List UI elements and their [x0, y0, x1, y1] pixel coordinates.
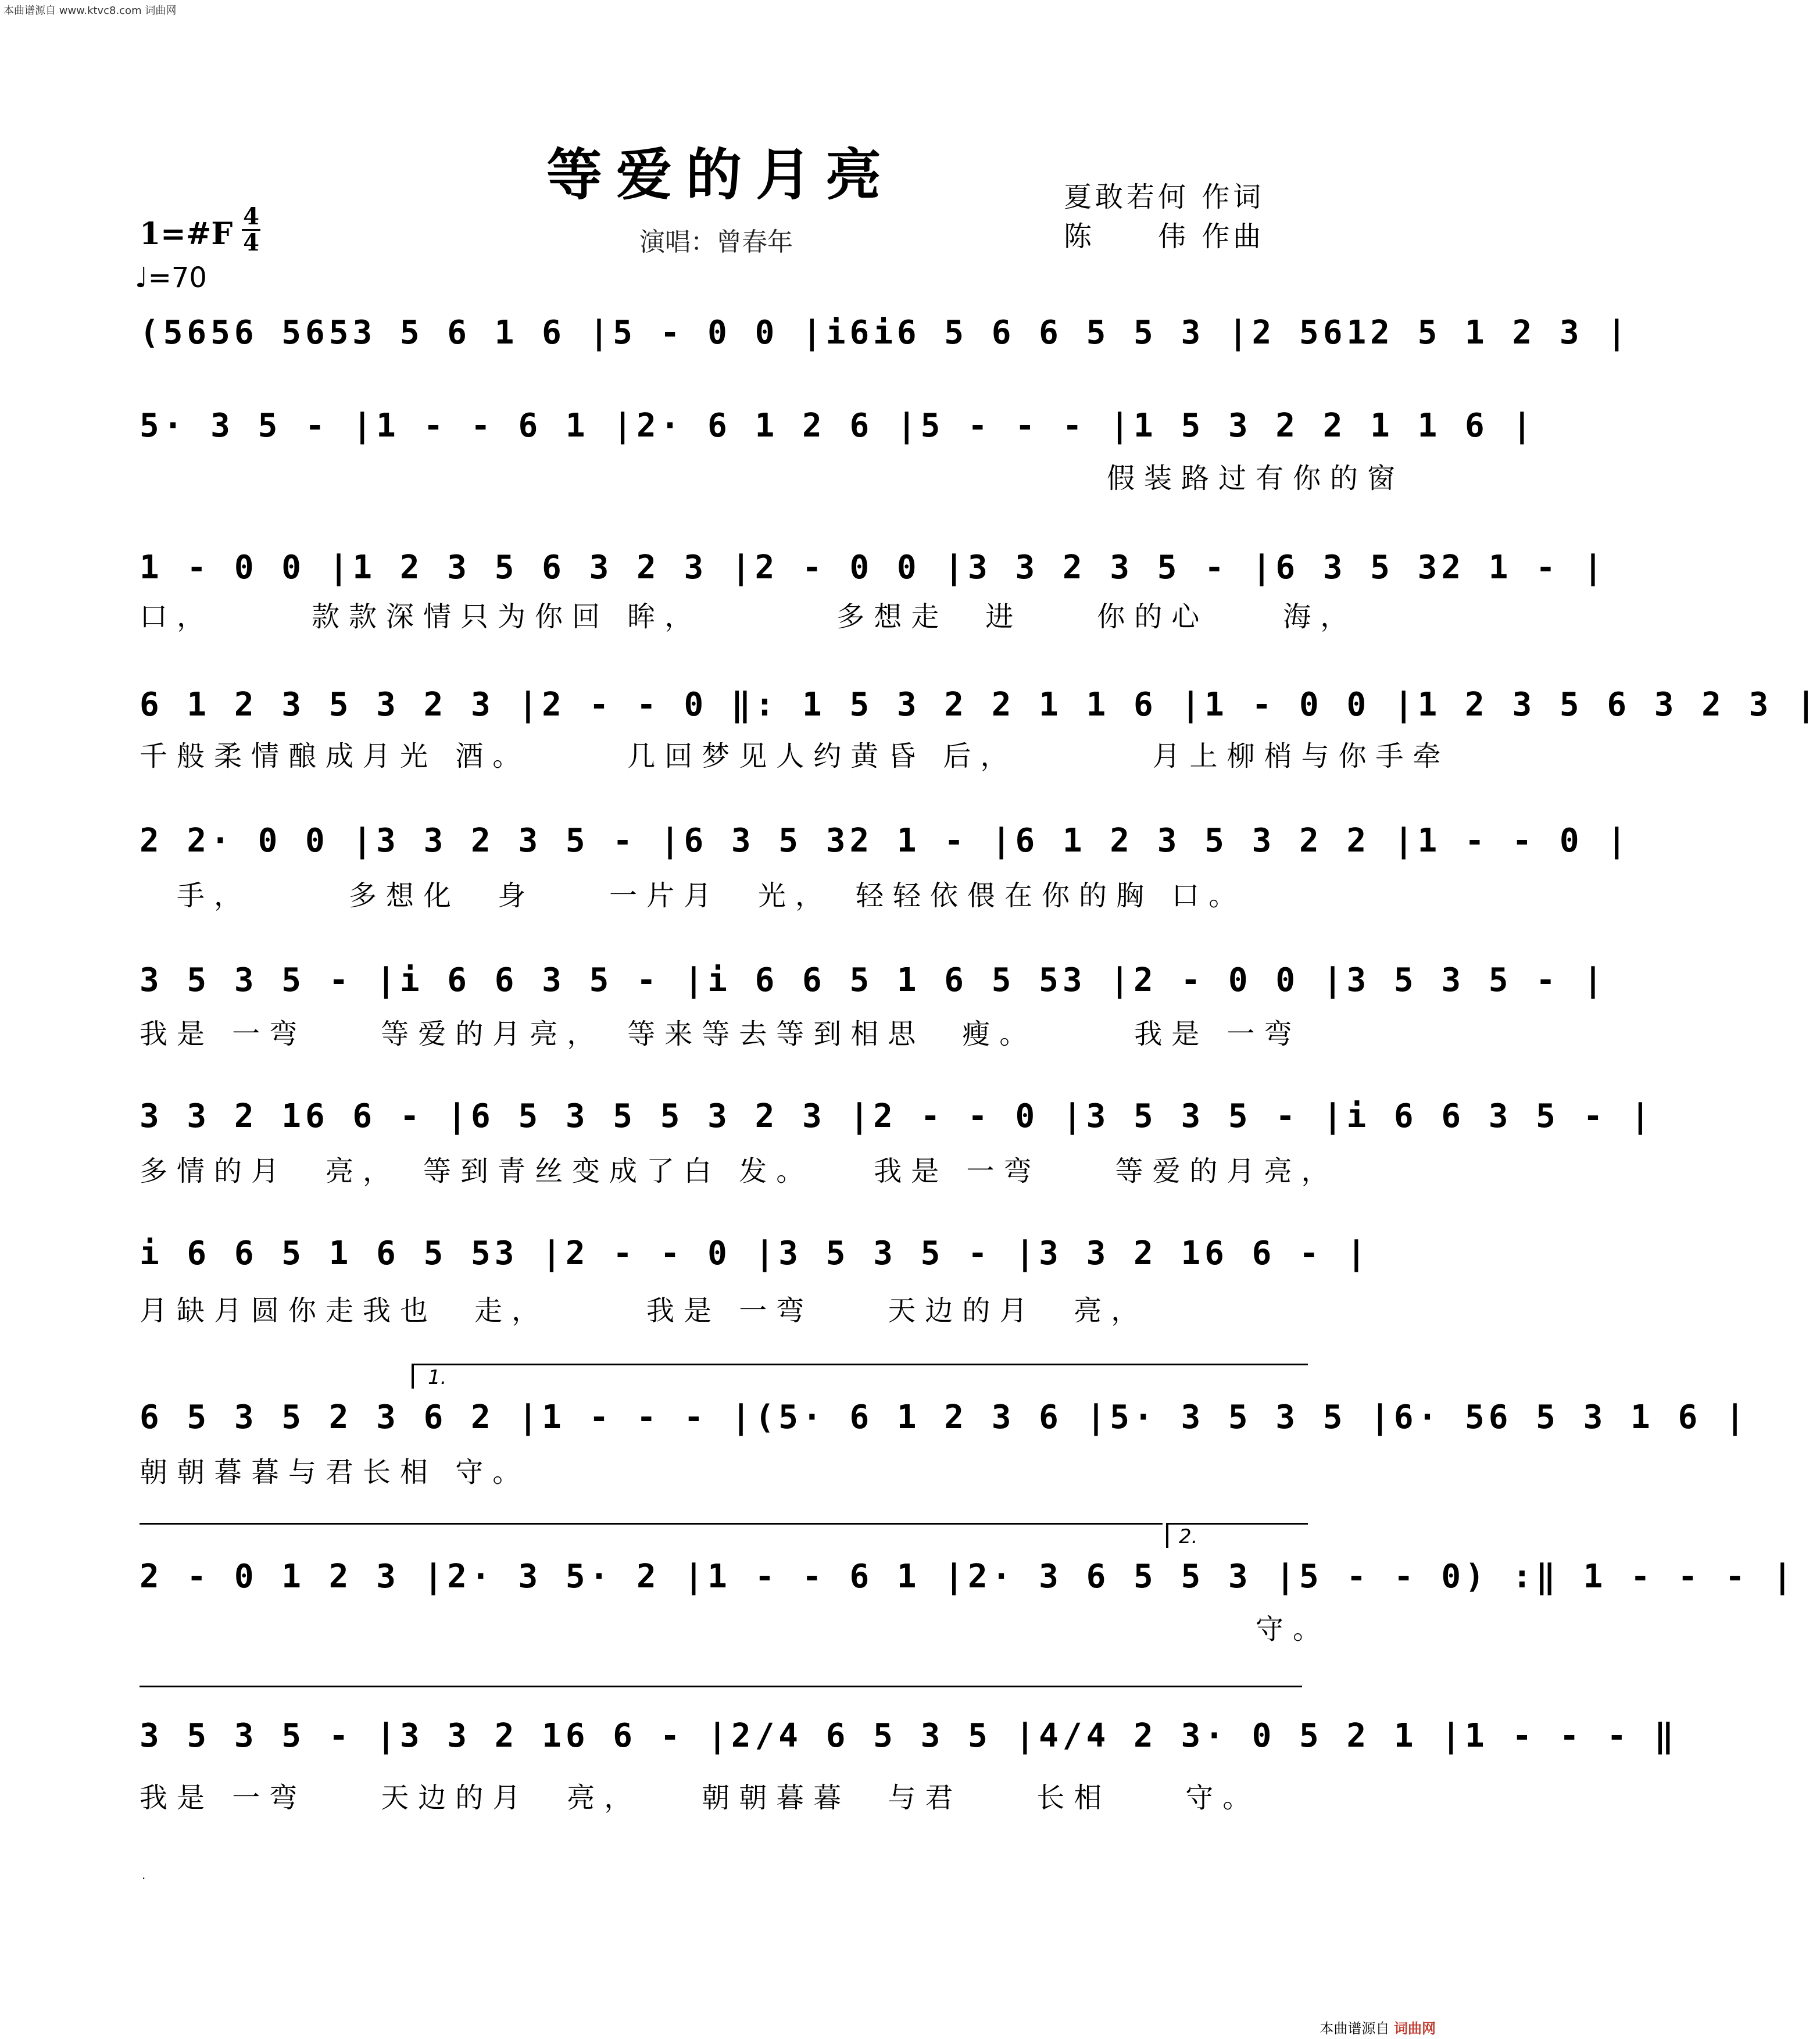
- notation-row-3: 1 - 0 0 |1 2 3 5 6 3 2 3 |2 - 0 0 |3 3 2 3 5 - |6 3 5 32 1 - |: [140, 549, 1607, 586]
- lyrics-row-6: 我是 一弯 等爱的月亮， 等来等去等到相思 瘦。 我是 一弯: [140, 1018, 1301, 1050]
- notation-row-4: 6 1 2 3 5 3 2 3 |2 - - 0 ‖: 1 5 3 2 2 1 1 6 |1 - 0 0 |1 2 3 5 6 3 2 3 |: [140, 686, 1820, 724]
- time-signature: 4 4: [239, 205, 263, 255]
- lyrics-row-3: 口， 款款深情只为你回 眸， 多想走 进 你的心 海，: [140, 600, 1358, 633]
- notation-row-8: i 6 6 5 1 6 5 53 |2 - - 0 |3 5 3 5 - |3 3 2 16 6 - |: [140, 1235, 1371, 1272]
- second-ending-label: 2.: [1179, 1525, 1198, 1548]
- bottom-watermark: 本曲谱源自 词曲网: [1320, 2020, 1436, 2037]
- first-ending-bracket: [412, 1364, 1308, 1389]
- composer-credit: 陈 伟 作曲: [1064, 220, 1265, 253]
- lyricist-credit: 夏敢若何 作词: [1064, 181, 1265, 213]
- stray-dot: ·: [142, 1872, 146, 1886]
- top-watermark: 本曲谱源自 www.ktvc8.com 词曲网: [3, 5, 177, 17]
- lyrics-row-9: 朝朝暮暮与君长相 守。: [140, 1456, 530, 1489]
- notation-row-10: 2 - 0 1 2 3 |2· 3 5· 2 |1 - - 6 1 |2· 3 6 5 5 3 |5 - - 0) :‖ 1 - - - |: [140, 1558, 1797, 1596]
- staff-top-line-final: [140, 1686, 1302, 1687]
- song-title: 等爱的月亮: [546, 142, 895, 208]
- notation-row-6: 3 5 3 5 - |i 6 6 3 5 - |i 6 6 5 1 6 5 53 |2 - 0 0 |3 5 3 5 - |: [140, 961, 1607, 999]
- notation-row-5: 2 2· 0 0 |3 3 2 3 5 - |6 3 5 32 1 - |6 1 2 3 5 3 2 2 |1 - - 0 |: [140, 822, 1631, 860]
- first-ending-label: 1.: [428, 1366, 447, 1389]
- notation-row-11: 3 5 3 5 - |3 3 2 16 6 - |2/4 6 5 3 5 |4/4 2 3· 0 5 2 1 |1 - - - ‖: [140, 1717, 1678, 1755]
- notation-row-1: (5656 5653 5 6 1 6 |5 - 0 0 |i6i6 5 6 6 5 5 3 |2 5612 5 1 2 3 |: [140, 314, 1631, 352]
- lyrics-row-5: 手， 多想化 身 一片月 光， 轻轻依偎在你的胸 口。: [140, 879, 1246, 912]
- lyrics-row-7: 多情的月 亮， 等到青丝变成了白 发。 我是 一弯 等爱的月亮，: [140, 1155, 1339, 1187]
- staff-top-line: [140, 1523, 1163, 1525]
- notation-row-7: 3 3 2 16 6 - |6 5 3 5 5 3 2 3 |2 - - 0 |3 5 3 5 - |i 6 6 3 5 - |: [140, 1097, 1654, 1135]
- singer-credit: 演唱：曾春年: [639, 227, 793, 257]
- lyrics-row-2: 假装路过有你的窗: [140, 462, 1405, 495]
- notation-row-2: 5· 3 5 - |1 - - 6 1 |2· 6 1 2 6 |5 - - - |1 5 3 2 2 1 1 6 |: [140, 407, 1536, 445]
- notation-row-9: 6 5 3 5 2 3 6 2 |1 - - - |(5· 6 1 2 3 6 |5· 3 5 3 5 |6· 56 5 3 1 6 |: [140, 1398, 1749, 1436]
- lyrics-row-11: 我是 一弯 天边的月 亮， 朝朝暮暮 与君 长相 守。: [140, 1782, 1260, 1814]
- lyrics-row-4: 千般柔情酿成月光 酒。 几回梦见人约黄昏 后， 月上柳梢与你手牵: [140, 740, 1450, 772]
- key-signature: 1=#F: [140, 216, 233, 252]
- lyrics-row-10: 守。: [140, 1613, 1331, 1645]
- lyrics-row-8: 月缺月圆你走我也 走， 我是 一弯 天边的月 亮，: [140, 1294, 1149, 1327]
- tempo-marking: ♩=70: [135, 262, 207, 294]
